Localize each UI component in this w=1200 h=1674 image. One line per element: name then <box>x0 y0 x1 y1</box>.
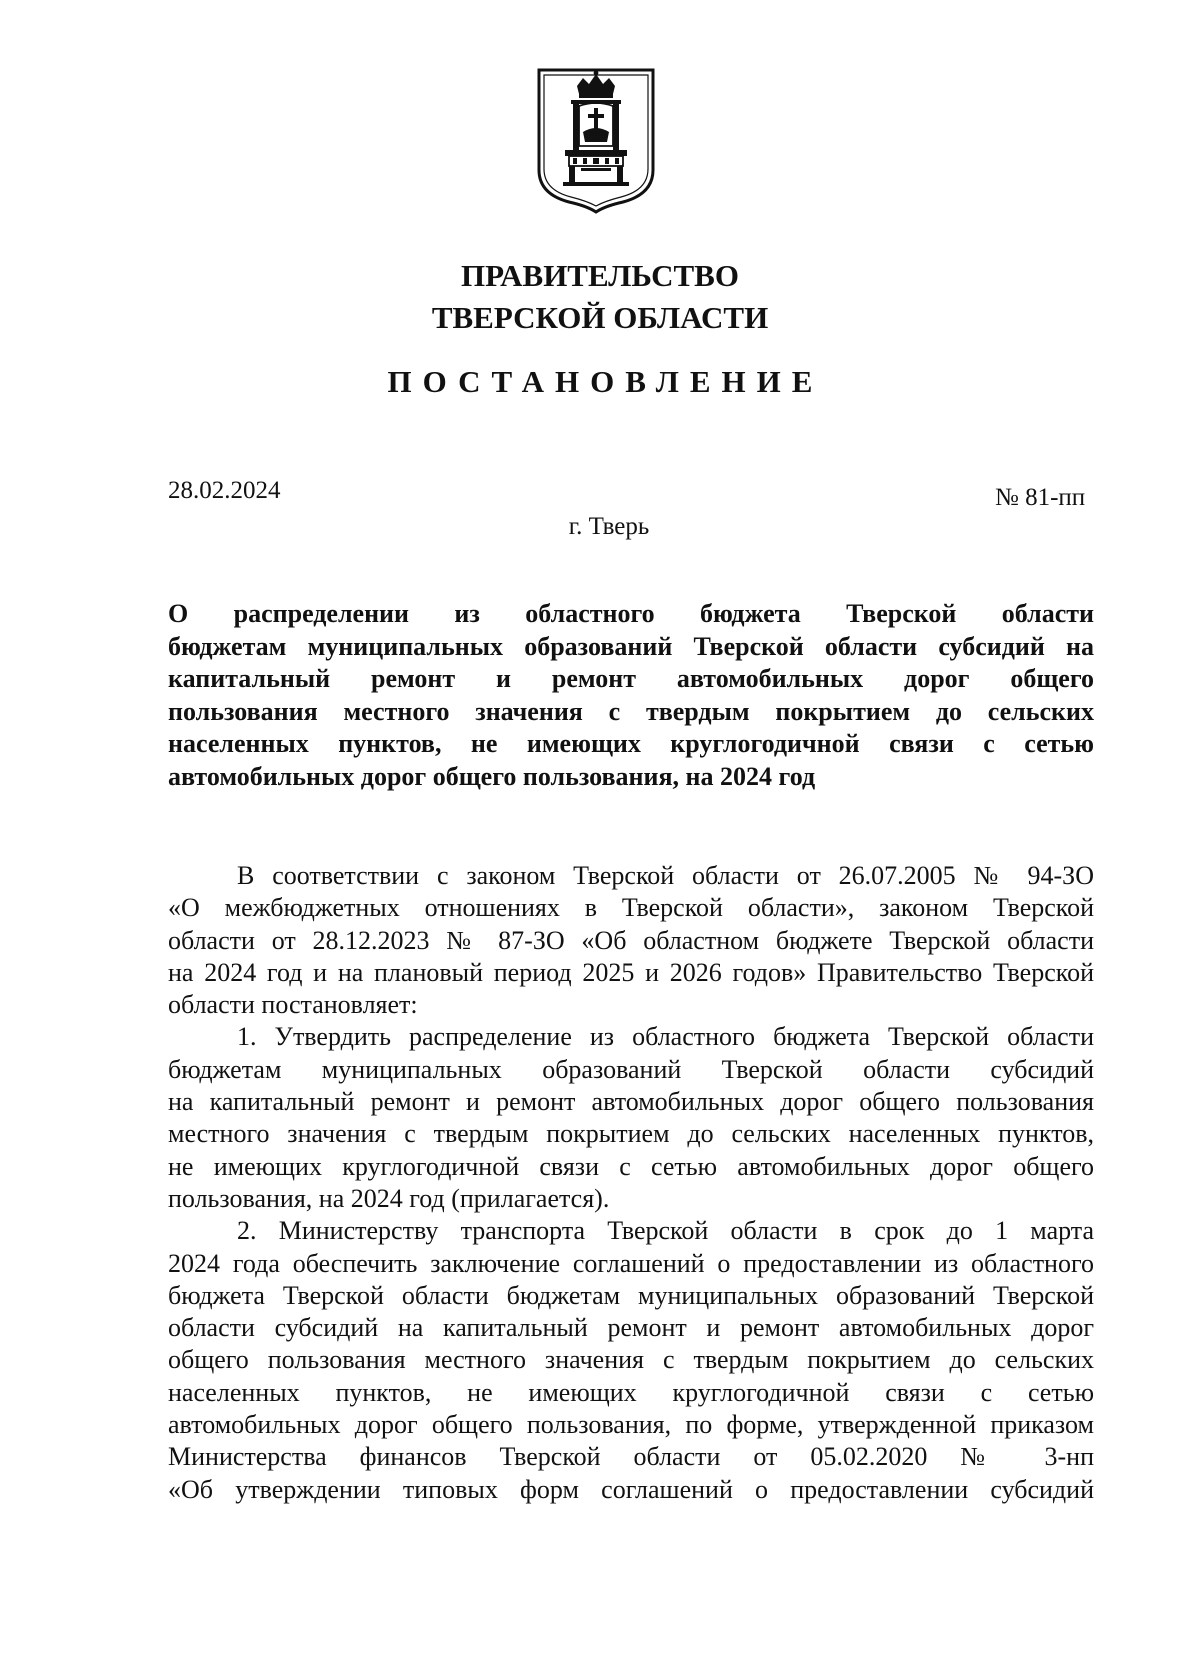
body-line: на 2024 год и на плановый период 2025 и 2026 годов» Правительство Тверской <box>168 957 1094 987</box>
government-title <box>0 255 1200 339</box>
coat-of-arms-icon <box>533 66 659 214</box>
body-line: местного значения с твердым покрытием до сельских населенных пунктов, <box>168 1119 1094 1149</box>
body-line: пользования, на 2024 год (прилагается). <box>168 1183 610 1213</box>
document-city: г. Тверь <box>568 513 650 540</box>
body-line: «Об утверждении типовых форм соглашений о предоставлении субсидий <box>168 1474 1094 1504</box>
body-line: области от 28.12.2023 № 87-ЗО «Об областном бюджете Тверской области <box>168 925 1094 955</box>
subject-line: населенных пунктов, не имеющих круглогодичной связи с сетью <box>168 729 1094 758</box>
body-line: не имеющих круглогодичной связи с сетью автомобильных дорог общего <box>168 1151 1094 1181</box>
subject-line: бюджетам муниципальных образований Тверской области субсидий на <box>168 631 1094 661</box>
document-type: ПОСТАНОВЛЕНИЕ <box>387 364 824 399</box>
body-line: бюджетам муниципальных образований Тверской области субсидий <box>168 1054 1094 1084</box>
body-line: населенных пунктов, не имеющих круглогодичной связи с сетью <box>168 1377 1094 1407</box>
body-line: общего пользования местного значения с твердым покрытием до сельских <box>168 1345 1094 1375</box>
body-line: бюджета Тверской области бюджетам муниципальных образований Тверской <box>168 1280 1094 1310</box>
body-line: 1. Утвердить распределение из областного бюджета Тверской области <box>237 1022 1094 1052</box>
government-title-line-2: ТВЕРСКОЙ ОБЛАСТИ <box>431 300 769 335</box>
body-line: области субсидий на капитальный ремонт и ремонт автомобильных дорог <box>168 1313 1094 1343</box>
subject-line: О распределении из областного бюджета Тверской области <box>168 599 1094 628</box>
document-number: № 81-пп <box>995 484 1086 511</box>
subject-line: пользования местного значения с твердым покрытием до сельских <box>168 696 1094 726</box>
body-line: Министерства финансов Тверской области от 05.02.2020 № 3-нп <box>168 1442 1094 1472</box>
document-date: 28.02.2024 <box>168 477 281 504</box>
document-body <box>168 860 1094 1506</box>
subject-line: автомобильных дорог общего пользования, на 2024 год <box>168 761 816 791</box>
body-line: В соответствии с законом Тверской области от 26.07.2005 № 94-ЗО <box>237 861 1094 890</box>
body-line: 2. Министерству транспорта Тверской области в срок до 1 марта <box>237 1216 1094 1246</box>
body-line: на капитальный ремонт и ремонт автомобильных дорог общего пользования <box>168 1087 1094 1117</box>
body-line: области постановляет: <box>168 990 418 1020</box>
document-subject <box>168 598 1094 793</box>
body-line: 2024 года обеспечить заключение соглашений о предоставлении из областного <box>168 1248 1094 1278</box>
government-title-line-1: ПРАВИТЕЛЬСТВО <box>461 258 739 293</box>
subject-line: капитальный ремонт и ремонт автомобильных дорог общего <box>168 664 1094 693</box>
body-line: «О межбюджетных отношениях в Тверской области», законом Тверской <box>168 893 1094 923</box>
body-line: автомобильных дорог общего пользования, по форме, утвержденной приказом <box>168 1410 1094 1440</box>
